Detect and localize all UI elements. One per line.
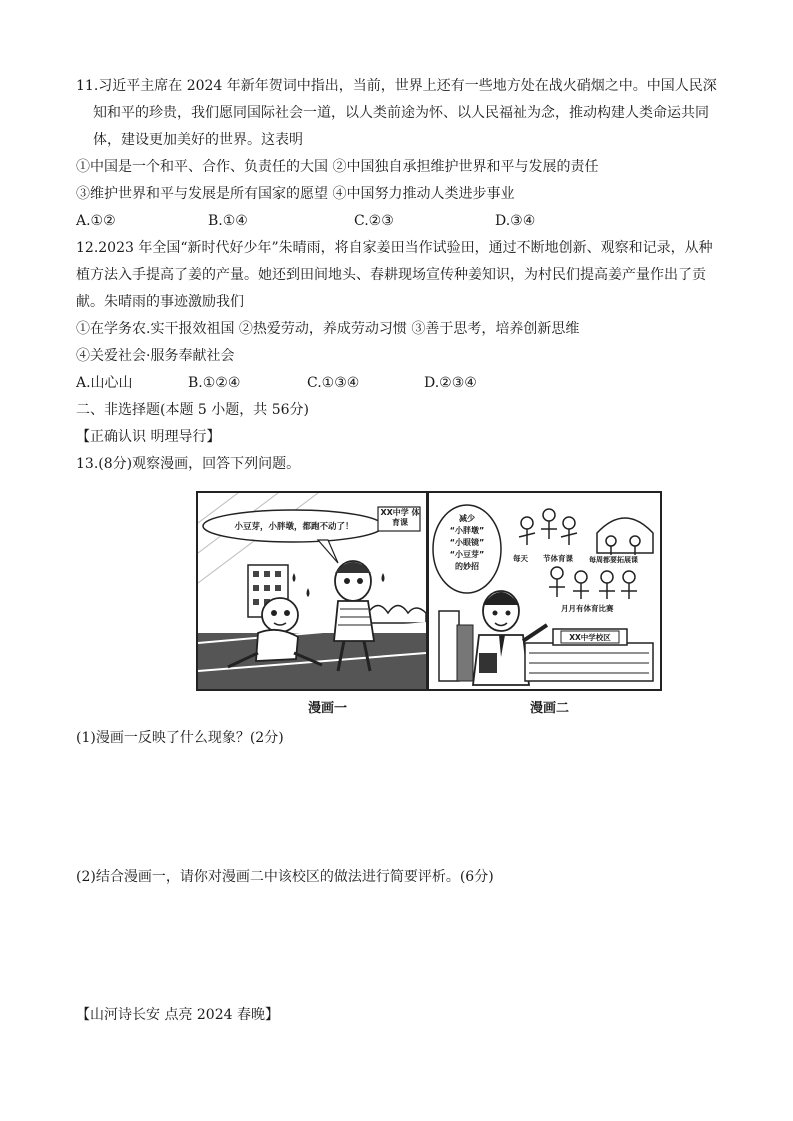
comic-1-sign: XX中学 体育课 (380, 508, 420, 527)
comic-2-bubble-line-2: “小胖墩” (449, 526, 485, 535)
q12-statements-1: ①在学务农.实干报效祖国 ②热爱劳动，养成劳动习惯 ③善于思考，培养创新思维 (76, 321, 580, 337)
comic-2-thought-bubble (439, 513, 495, 573)
comic-2-bubble-line-3: “小眼镜” (449, 538, 485, 547)
comic-2-label-pe-class: 节体育课 (543, 554, 573, 563)
q13-sub-question-1: (1)漫画一反映了什么现象？(2分) (76, 730, 284, 746)
comic-1-speech: 小豆芽，小胖墩，都跑不动了！ (234, 522, 354, 532)
comic-2-label-daily: 每天 (513, 554, 528, 563)
q12-line-3: 献。朱晴雨的事迹激励我们 (76, 294, 244, 310)
q13-title: 13.(8分)观察漫画，回答下列问题。 (76, 456, 301, 472)
q12-line-2: 植方法入手提高了姜的产量。她还到田间地头、春耕现场宣传种姜知识，为村民们提高姜产量作出了贡 (76, 267, 706, 283)
q12-option-a: A.山心山 (76, 375, 133, 391)
section-tag-1: 【正确认识 明理导行】 (76, 429, 221, 445)
q12-line-1: 12.2023 年全国“新时代好少年”朱晴雨，将自家姜田当作试验田，通过不断地创新、观察和记录，从种 (76, 240, 713, 256)
q11-line-1: 11.习近平主席在 2024 年新年贺词中指出，当前，世界上还有一些地方处在战火硝烟之中。中国人民深 (76, 78, 717, 94)
comic-2-bubble-line-1: 减少 (459, 514, 475, 523)
comic-2-label-monthly: 月月有体育比赛 (561, 604, 614, 613)
comic-2-building-sign: XX中学校区 (569, 633, 611, 642)
q11-option-b: B.①④ (208, 213, 248, 229)
comic-1-illustration (198, 493, 426, 689)
q11-line-3: 体，建设更加美好的世界。这表明 (93, 132, 303, 148)
q12-option-d: D.②③④ (424, 375, 477, 391)
comic-2-illustration (429, 493, 660, 689)
comic-strip (196, 491, 662, 691)
q11-statements-1: ①中国是一个和平、合作、负责任的大国 ②中国独自承担维护世界和平与发展的责任 (76, 159, 599, 175)
comic-2-caption: 漫画二 (530, 701, 570, 716)
q11-line-2: 知和平的珍贵，我们愿同国际社会一道，以人类前途为怀、以人民福祉为念，推动构建人类命运共同 (93, 105, 709, 121)
q11-statements-2: ③维护世界和平与发展是所有国家的愿望 ④中国努力推动人类进步事业 (76, 186, 515, 202)
q12-statements-2: ④关爱社会·服务奉献社会 (76, 348, 235, 364)
section-tag-2: 【山河诗长安 点亮 2024 春晚】 (76, 1007, 279, 1023)
comic-2-label-weekly: 每周都要拓展课 (589, 556, 638, 564)
comic-2-bubble-line-4: “小豆芽” (449, 550, 485, 559)
q11-option-c: C.②③ (354, 213, 394, 229)
section-heading: 二、非选择题(本题 5 小题，共 56分) (76, 402, 309, 418)
q11-option-a: A.①② (76, 213, 116, 229)
comic-2-bubble-line-5: 的妙招 (455, 562, 479, 571)
q12-option-c: C.①③④ (307, 375, 360, 391)
q11-option-d: D.③④ (495, 213, 536, 229)
comic-1-caption: 漫画一 (308, 701, 348, 716)
q12-option-b: B.①②④ (188, 375, 241, 391)
q13-sub-question-2: (2)结合漫画一，请你对漫画二中该校区的做法进行简要评析。(6分) (76, 869, 494, 885)
